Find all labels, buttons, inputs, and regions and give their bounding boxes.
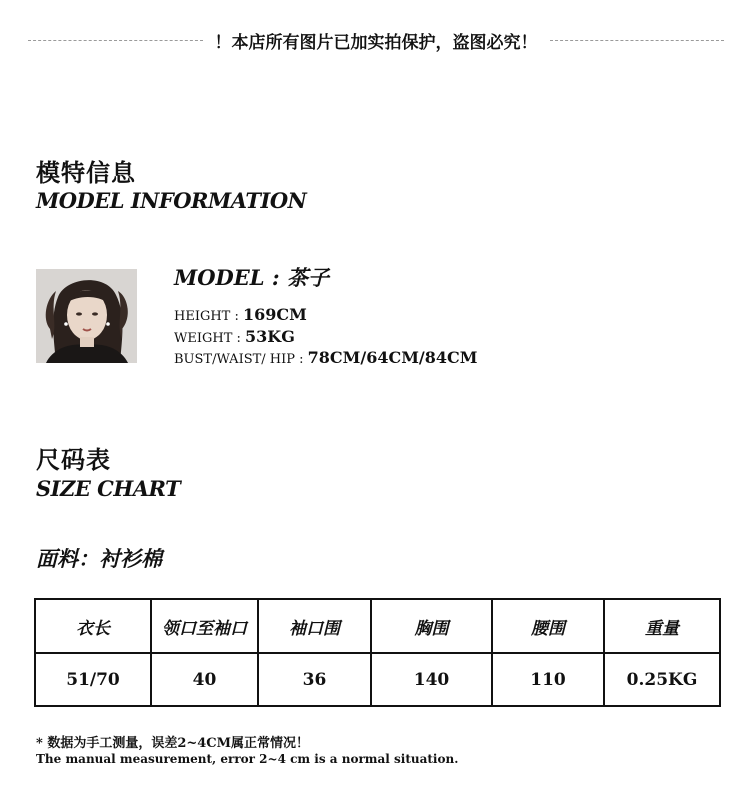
model-section-title-cn: 模特信息 [36,158,136,187]
height-row [174,305,307,324]
measurements-row [174,348,477,367]
size-table [34,598,721,707]
value-collar-to-cuff: 40 [151,653,258,706]
header-collar-to-cuff: 领口至袖口 [151,599,258,653]
measurements-value: 78CM/64CM/84CM [307,348,478,367]
model-section-title-en: MODEL INFORMATION [36,188,307,213]
header-chest: 胸围 [371,599,492,653]
value-chest: 140 [371,653,492,706]
value-length: 51/70 [35,653,151,706]
value-cuff-circumference: 36 [258,653,371,706]
banner-dash-left [28,40,203,41]
top-banner [28,26,724,54]
header-weight: 重量 [604,599,720,653]
size-section-title-cn: 尺码表 [36,445,111,474]
size-table-value-row [35,653,720,706]
size-table-header-row [35,599,720,653]
height-value: 169CM [243,305,307,324]
model-photo [36,269,137,363]
size-section-title-en: SIZE CHART [36,476,181,501]
banner-text: ！本店所有图片已加实拍保护，盗图必究！ [214,32,538,53]
value-waist: 110 [492,653,604,706]
header-cuff-circumference: 袖口围 [258,599,371,653]
weight-row [174,327,295,346]
measurement-note-cn: * 数据为手工测量，误差2~4CM属正常情况！ [36,736,310,751]
weight-label: WEIGHT : [174,331,246,346]
measurement-note-en: The manual measurement, error 2~4 cm is a normal situation. [36,752,459,766]
banner-dash-right [550,40,725,41]
header-length: 衣长 [35,599,151,653]
measurements-label: BUST/WAIST/ HIP : [174,352,308,367]
model-name: MODEL : 茶子 [174,265,329,290]
header-waist: 腰围 [492,599,604,653]
fabric-label: 面料：衬衫棉 [36,546,162,571]
model-portrait-image [36,269,137,363]
height-label: HEIGHT : [174,309,243,324]
weight-value: 53KG [245,327,295,346]
value-weight: 0.25KG [604,653,720,706]
